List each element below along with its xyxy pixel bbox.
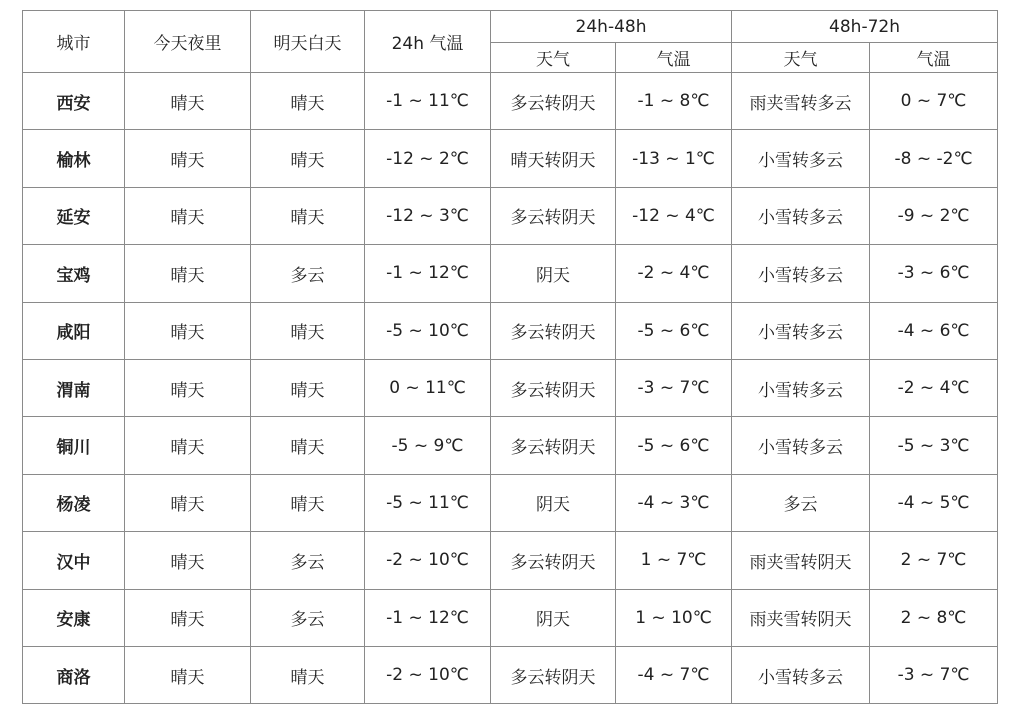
cell-city: 商洛 <box>23 646 125 703</box>
cell-temp-24-48h: -2 ~ 4℃ <box>616 245 732 302</box>
header-group-48-72h: 48h-72h <box>732 11 998 43</box>
cell-weather-24-48h: 多云转阴天 <box>491 73 616 130</box>
cell-weather-48-72h: 雨夹雪转多云 <box>732 73 870 130</box>
header-temp-24-48h: 气温 <box>616 43 732 73</box>
cell-tomorrow-day: 多云 <box>251 589 365 646</box>
table-row <box>23 589 998 646</box>
cell-city: 杨凌 <box>23 474 125 531</box>
cell-temp-24-48h: -12 ~ 4℃ <box>616 187 732 244</box>
cell-temp-24h: -5 ~ 11℃ <box>365 474 491 531</box>
header-tonight: 今天夜里 <box>125 11 251 73</box>
cell-temp-48-72h: -3 ~ 7℃ <box>870 646 998 703</box>
cell-tomorrow-day: 晴天 <box>251 359 365 416</box>
header-weather-48-72h: 天气 <box>732 43 870 73</box>
cell-temp-24h: -12 ~ 2℃ <box>365 130 491 187</box>
cell-city: 宝鸡 <box>23 245 125 302</box>
cell-tonight: 晴天 <box>125 302 251 359</box>
cell-city: 榆林 <box>23 130 125 187</box>
cell-temp-48-72h: 2 ~ 8℃ <box>870 589 998 646</box>
cell-temp-24-48h: -4 ~ 7℃ <box>616 646 732 703</box>
cell-weather-48-72h: 小雪转多云 <box>732 130 870 187</box>
cell-weather-24-48h: 多云转阴天 <box>491 417 616 474</box>
cell-tomorrow-day: 晴天 <box>251 130 365 187</box>
cell-temp-48-72h: -8 ~ -2℃ <box>870 130 998 187</box>
cell-city: 汉中 <box>23 532 125 589</box>
cell-weather-24-48h: 阴天 <box>491 245 616 302</box>
cell-weather-48-72h: 小雪转多云 <box>732 359 870 416</box>
cell-weather-48-72h: 小雪转多云 <box>732 302 870 359</box>
cell-weather-24-48h: 阴天 <box>491 474 616 531</box>
cell-temp-24-48h: 1 ~ 7℃ <box>616 532 732 589</box>
cell-weather-24-48h: 多云转阴天 <box>491 359 616 416</box>
cell-temp-24-48h: -3 ~ 7℃ <box>616 359 732 416</box>
cell-tomorrow-day: 晴天 <box>251 417 365 474</box>
header-city: 城市 <box>23 11 125 73</box>
cell-city: 西安 <box>23 73 125 130</box>
header-temp-24h: 24h 气温 <box>365 11 491 73</box>
cell-city: 铜川 <box>23 417 125 474</box>
cell-temp-24-48h: -5 ~ 6℃ <box>616 417 732 474</box>
cell-temp-48-72h: -5 ~ 3℃ <box>870 417 998 474</box>
cell-temp-48-72h: -4 ~ 6℃ <box>870 302 998 359</box>
cell-temp-24-48h: -1 ~ 8℃ <box>616 73 732 130</box>
cell-temp-24h: -5 ~ 10℃ <box>365 302 491 359</box>
table-body <box>23 73 998 704</box>
cell-city: 安康 <box>23 589 125 646</box>
cell-tonight: 晴天 <box>125 359 251 416</box>
cell-city: 渭南 <box>23 359 125 416</box>
table-row <box>23 417 998 474</box>
cell-tomorrow-day: 多云 <box>251 245 365 302</box>
cell-city: 延安 <box>23 187 125 244</box>
cell-weather-48-72h: 雨夹雪转阴天 <box>732 589 870 646</box>
weather-forecast-table <box>22 10 998 704</box>
cell-weather-48-72h: 小雪转多云 <box>732 646 870 703</box>
cell-temp-24-48h: 1 ~ 10℃ <box>616 589 732 646</box>
cell-temp-48-72h: -3 ~ 6℃ <box>870 245 998 302</box>
cell-weather-24-48h: 多云转阴天 <box>491 532 616 589</box>
cell-temp-24h: -5 ~ 9℃ <box>365 417 491 474</box>
cell-temp-24h: 0 ~ 11℃ <box>365 359 491 416</box>
table-row <box>23 245 998 302</box>
table-row <box>23 474 998 531</box>
header-temp-48-72h: 气温 <box>870 43 998 73</box>
cell-temp-48-72h: 2 ~ 7℃ <box>870 532 998 589</box>
cell-temp-48-72h: -4 ~ 5℃ <box>870 474 998 531</box>
table-row <box>23 646 998 703</box>
cell-tonight: 晴天 <box>125 532 251 589</box>
cell-tomorrow-day: 晴天 <box>251 187 365 244</box>
header-group-24-48h: 24h-48h <box>491 11 732 43</box>
cell-weather-48-72h: 小雪转多云 <box>732 245 870 302</box>
cell-temp-24h: -12 ~ 3℃ <box>365 187 491 244</box>
cell-weather-24-48h: 晴天转阴天 <box>491 130 616 187</box>
cell-tomorrow-day: 晴天 <box>251 474 365 531</box>
cell-tomorrow-day: 多云 <box>251 532 365 589</box>
cell-city: 咸阳 <box>23 302 125 359</box>
cell-tonight: 晴天 <box>125 589 251 646</box>
cell-temp-24h: -1 ~ 12℃ <box>365 589 491 646</box>
cell-temp-48-72h: -9 ~ 2℃ <box>870 187 998 244</box>
cell-tomorrow-day: 晴天 <box>251 302 365 359</box>
cell-tomorrow-day: 晴天 <box>251 646 365 703</box>
cell-weather-24-48h: 多云转阴天 <box>491 302 616 359</box>
cell-temp-24h: -1 ~ 11℃ <box>365 73 491 130</box>
cell-tonight: 晴天 <box>125 646 251 703</box>
cell-weather-48-72h: 雨夹雪转阴天 <box>732 532 870 589</box>
cell-tonight: 晴天 <box>125 245 251 302</box>
cell-weather-24-48h: 阴天 <box>491 589 616 646</box>
cell-temp-24h: -2 ~ 10℃ <box>365 532 491 589</box>
cell-weather-24-48h: 多云转阴天 <box>491 646 616 703</box>
cell-temp-24h: -2 ~ 10℃ <box>365 646 491 703</box>
cell-weather-48-72h: 小雪转多云 <box>732 417 870 474</box>
table-row <box>23 187 998 244</box>
header-tomorrow-day: 明天白天 <box>251 11 365 73</box>
cell-tomorrow-day: 晴天 <box>251 73 365 130</box>
cell-tonight: 晴天 <box>125 187 251 244</box>
table-row <box>23 302 998 359</box>
cell-temp-24h: -1 ~ 12℃ <box>365 245 491 302</box>
cell-temp-48-72h: -2 ~ 4℃ <box>870 359 998 416</box>
cell-temp-24-48h: -4 ~ 3℃ <box>616 474 732 531</box>
table-row <box>23 73 998 130</box>
cell-weather-48-72h: 多云 <box>732 474 870 531</box>
cell-tonight: 晴天 <box>125 73 251 130</box>
cell-tonight: 晴天 <box>125 130 251 187</box>
cell-weather-48-72h: 小雪转多云 <box>732 187 870 244</box>
cell-tonight: 晴天 <box>125 417 251 474</box>
cell-temp-24-48h: -13 ~ 1℃ <box>616 130 732 187</box>
table-row <box>23 532 998 589</box>
cell-temp-24-48h: -5 ~ 6℃ <box>616 302 732 359</box>
header-weather-24-48h: 天气 <box>491 43 616 73</box>
table-row <box>23 130 998 187</box>
cell-weather-24-48h: 多云转阴天 <box>491 187 616 244</box>
cell-temp-48-72h: 0 ~ 7℃ <box>870 73 998 130</box>
table-row <box>23 359 998 416</box>
cell-tonight: 晴天 <box>125 474 251 531</box>
